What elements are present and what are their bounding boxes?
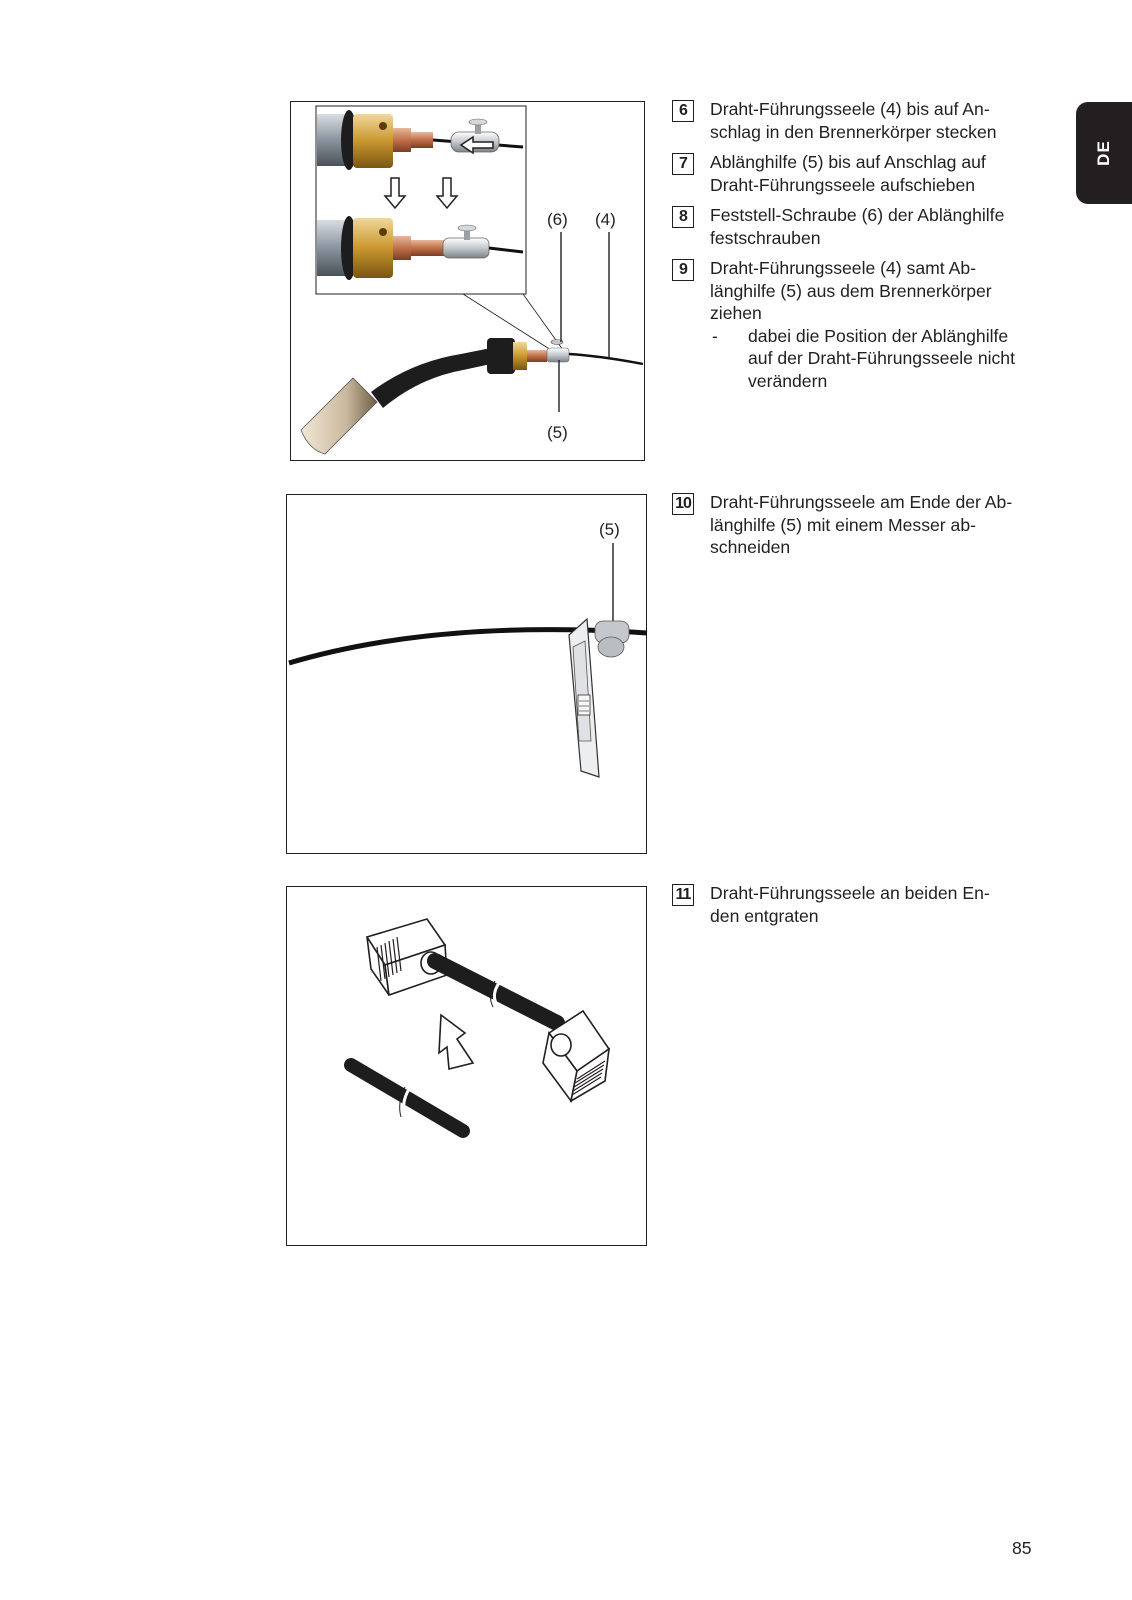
step-6-line-1: Draht-Führungsseele (4) bis auf An-	[710, 99, 990, 119]
step-10-line-2: länghilfe (5) mit einem Messer ab-	[710, 514, 976, 535]
step-8-line-1: Feststell-Schraube (6) der Ablänghilfe	[710, 205, 1005, 225]
callout-4: (4)	[595, 210, 616, 229]
figure-torch-assembly	[290, 101, 645, 461]
step-7-line-1: Ablänghilfe (5) bis auf Anschlag auf	[710, 152, 986, 172]
step-9-line-1: Draht-Führungsseele (4) samt Ab-	[710, 258, 976, 278]
step-11-line-1: Draht-Führungsseele an beiden En-	[710, 883, 990, 903]
step-9-sub-line-3: verändern	[748, 370, 828, 391]
figure-deburr-wire-liner	[286, 886, 647, 1246]
step-9-line-2: länghilfe (5) aus dem Brennerkörper	[710, 280, 992, 301]
step-number-11: 11	[672, 884, 694, 906]
step-number-8: 8	[672, 206, 694, 228]
figure-cut-wire-liner	[286, 494, 647, 854]
torch-assembly-illustration	[291, 102, 646, 462]
step-9-line-3: ziehen	[710, 303, 762, 323]
step-7-text	[710, 151, 1055, 196]
step-6-line-2: schlag in den Brennerkörper stecken	[710, 121, 997, 142]
deburr-wire-liner-illustration	[287, 887, 648, 1247]
step-number-10: 10	[672, 493, 694, 515]
step-10-line-1: Draht-Führungsseele am Ende der Ab-	[710, 492, 1013, 512]
step-8-line-2: festschrauben	[710, 227, 821, 248]
step-number-7: 7	[672, 153, 694, 175]
step-number-9: 9	[672, 259, 694, 281]
callout-6: (6)	[547, 210, 568, 229]
cut-wire-liner-illustration	[287, 495, 648, 855]
language-tab-label: DE	[1094, 140, 1113, 166]
page-number: 85	[1012, 1538, 1032, 1558]
step-8-text	[710, 204, 1055, 249]
step-11-text	[710, 882, 1055, 927]
step-10-text	[710, 491, 1055, 559]
step-9-sub-line-2: auf der Draht-Führungsseele nicht	[748, 348, 1015, 368]
callout-5: (5)	[547, 423, 568, 442]
step-7-line-2: Draht-Führungsseele aufschieben	[710, 174, 976, 195]
step-9-subitem	[710, 325, 1055, 393]
step-10-line-3: schneiden	[710, 537, 791, 557]
step-number-6: 6	[672, 100, 694, 122]
step-9-text	[710, 257, 1055, 392]
step-6-text	[710, 98, 1055, 143]
step-11-line-2: den entgraten	[710, 905, 819, 926]
language-tab	[1076, 102, 1132, 204]
step-9-sub-dash: -	[712, 325, 718, 346]
step-9-sub-line-1: dabei die Position der Ablänghilfe	[748, 325, 1009, 346]
callout-5-fig2: (5)	[599, 520, 620, 539]
